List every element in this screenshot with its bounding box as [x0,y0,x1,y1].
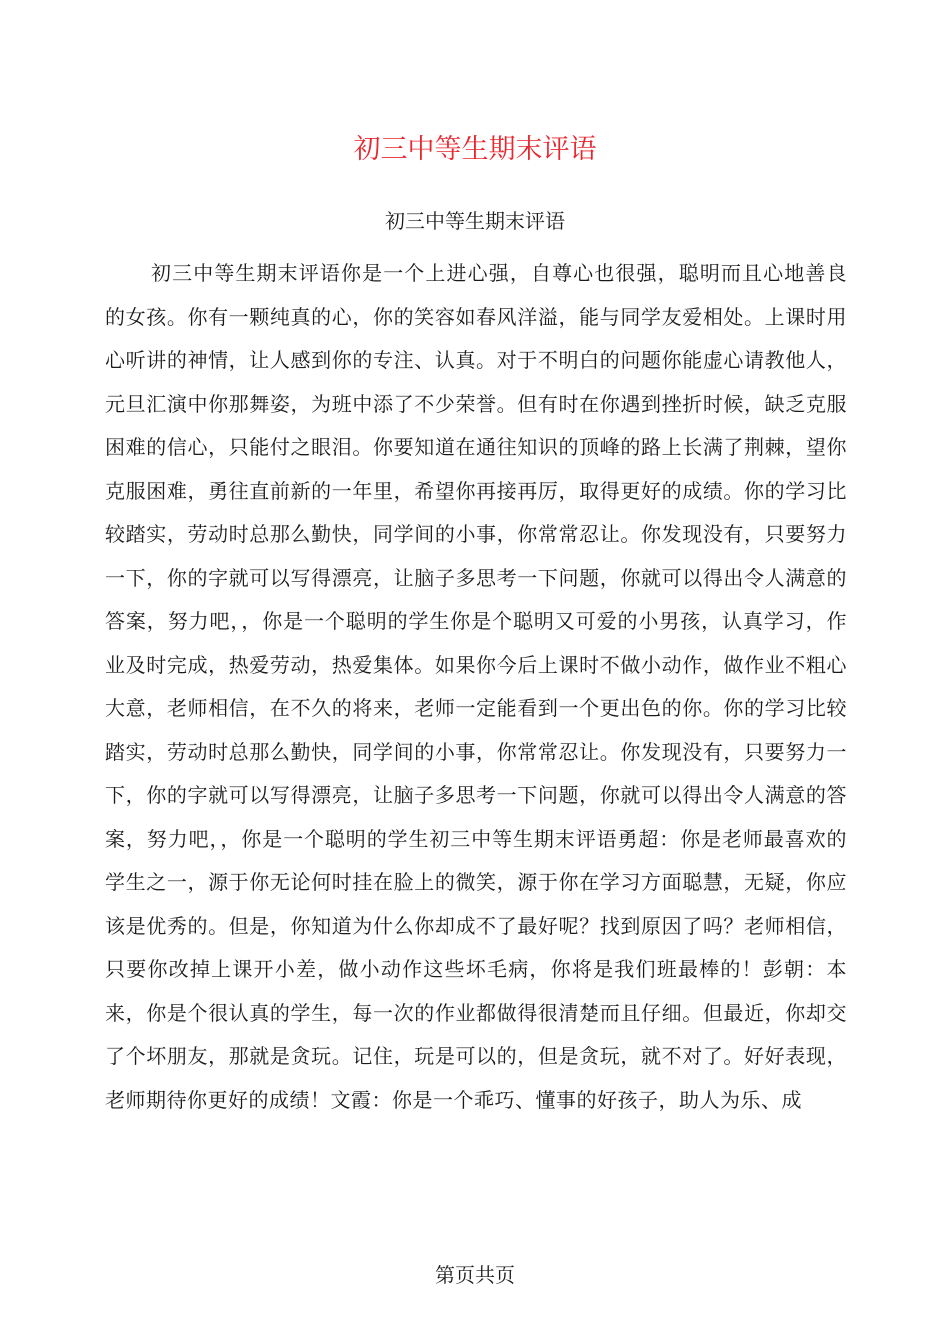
page-title: 初三中等生期末评语 [353,134,597,165]
body-paragraph: 初三中等生期末评语你是一个上进心强，自尊心也很强，聪明而且心地善良的女孩。你有一颗纯真的心，你的笑容如春风洋溢，能与同学友爱相处。上课时用心听讲的神情，让人感到你的专注、认真。对于不明白的问题你能虚心请教他人，元旦汇演中你那舞姿，为班中添了不少荣誉。但有时在你遇到挫折时候，缺乏克服困难的信心，只能付之眼泪。你要知道在通往知识的顶峰的路上长满了荆棘，望你克服困难，勇往直前新的一年里，希望你再接再厉，取得更好的成绩。你的学习比较踏实，劳动时总那么勤快，同学间的小事，你常常忍让。你发现没有，只要努力一下，你的字就可以写得漂亮，让脑子多思考一下问题，你就可以得出令人满意的答案，努力吧，，你是一个聪明的学生你是个聪明又可爱的小男孩，认真学习，作业及时完成，热爱劳动，热爱集体。如果你今后上课时不做小动作，做作业不粗心大意，老师相信，在不久的将来，老师一定能看到一个更出色的你。你的学习比较踏实，劳动时总那么勤快，同学间的小事，你常常忍让。你发现没有，只要努力一下，你的字就可以写得漂亮，让脑子多思考一下问题，你就可以得出令人满意的答案，努力吧，，你是一个聪明的学生初三中等生期末评语勇超：你是老师最喜欢的学生之一，源于你无论何时挂在脸上的微笑，源于你在学习方面聪慧，无疑，你应该是优秀的。但是，你知道为什么你却成不了最好呢？找到原因了吗？老师相信，只要你改掉上课开小差，做小动作这些坏毛病，你将是我们班最棒的！彭朝：本来，你是个很认真的学生，每一次的作业都做得很清楚而且仔细。但最近，你却交了个坏朋友，那就是贪玩。记住，玩是可以的，但是贪玩，就不对了。好好表现，老师期待你更好的成绩！文霞：你是一个乖巧、懂事的好孩子，助人为乐、成 [105,261,847,1112]
page-footer: 第页共页 [435,1263,515,1287]
document-subtitle: 初三中等生期末评语 [385,209,565,233]
